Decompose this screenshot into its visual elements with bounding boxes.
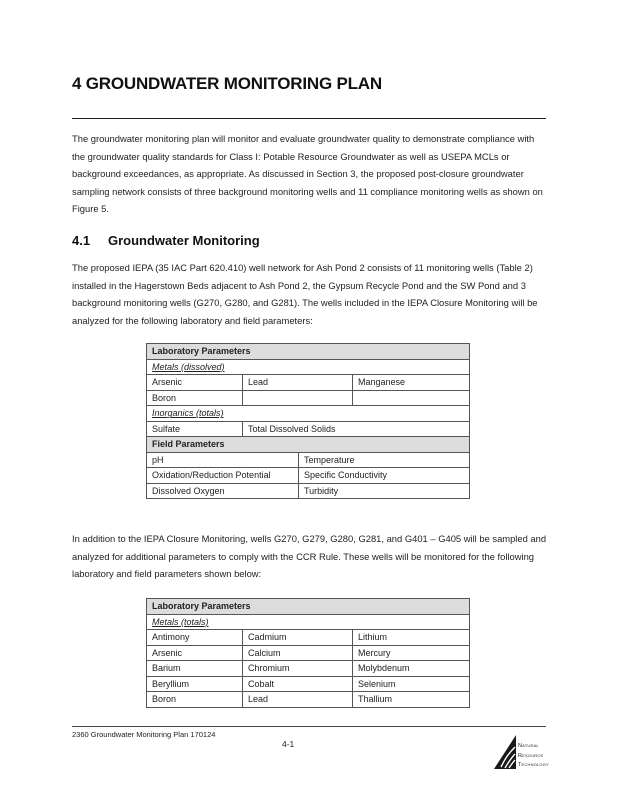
table-row — [147, 390, 470, 406]
table-row — [147, 614, 470, 630]
logo-line: Resource — [518, 752, 544, 759]
table-row — [147, 645, 470, 661]
intro-paragraph: The groundwater monitoring plan will monitor and evaluate groundwater quality to demonstrate compliance with the groundwater quality standards for Class I: Potable Resource Groundwater as well as USEPA MCLs or background exceedances, as appropriate. As discussed in Section 3, the proposed post-closure groundwater sampling network consists of three background monitoring wells and 11 compliance monitoring wells as shown on Figure 5. — [72, 133, 543, 214]
table-row — [147, 483, 470, 499]
table-cell: Sulfate — [147, 421, 243, 437]
table-cell: Mercury — [353, 645, 470, 661]
table-cell: Manganese — [353, 375, 470, 391]
table-row — [147, 692, 470, 708]
table-header-row — [147, 437, 470, 453]
company-logo-icon — [492, 733, 518, 773]
page-number: 4-1 — [282, 739, 295, 749]
table-cell: Beryllium — [147, 676, 243, 692]
table-cell: Molybdenum — [353, 661, 470, 677]
table-row — [147, 676, 470, 692]
table-cell: Lithium — [353, 630, 470, 646]
metals-subheader: Metals (totals) — [152, 616, 209, 627]
table-header-row — [147, 344, 470, 360]
table-cell: Oxidation/Reduction Potential — [147, 468, 299, 484]
footer-document-title: 2360 Groundwater Monitoring Plan 170124 — [72, 730, 216, 739]
table-row — [147, 468, 470, 484]
logo-line: Technology — [518, 762, 549, 768]
table-row — [147, 630, 470, 646]
table-cell: Temperature — [299, 452, 470, 468]
table-cell: Boron — [147, 692, 243, 708]
table-row — [147, 421, 470, 437]
section-number: 4.1 — [72, 233, 91, 248]
table-row — [147, 661, 470, 677]
company-logo-text — [518, 742, 549, 771]
page-title: 4 GROUNDWATER MONITORING PLAN — [72, 74, 382, 93]
table-cell: Antimony — [147, 630, 243, 646]
field-parameters-header: Field Parameters — [147, 437, 470, 453]
table-row — [147, 359, 470, 375]
table-cell: Calcium — [243, 645, 353, 661]
table-row — [147, 406, 470, 422]
logo-line: Natural — [518, 743, 539, 749]
table-cell: Specific Conductivity — [299, 468, 470, 484]
table-header-row — [147, 599, 470, 615]
table-row — [147, 452, 470, 468]
footer-divider — [72, 726, 546, 727]
closure-parameters-table — [146, 343, 470, 499]
table-cell: Total Dissolved Solids — [243, 421, 470, 437]
table-cell: Turbidity — [299, 483, 470, 499]
table-cell: Dissolved Oxygen — [147, 483, 299, 499]
table-cell: Arsenic — [147, 375, 243, 391]
table-cell — [243, 390, 353, 406]
table-cell: Cadmium — [243, 630, 353, 646]
lab-parameters-header: Laboratory Parameters — [147, 599, 470, 615]
table-cell: Lead — [243, 692, 353, 708]
section-heading — [72, 233, 260, 248]
lab-parameters-header: Laboratory Parameters — [147, 344, 470, 360]
table-cell: Chromium — [243, 661, 353, 677]
table-cell: Arsenic — [147, 645, 243, 661]
table-cell: Boron — [147, 390, 243, 406]
ccr-paragraph: In addition to the IEPA Closure Monitoring, wells G270, G279, G280, G281, and G401 – G405 will be sampled and analyzed for additional parameters to comply with the CCR Rule. These wells will be monitored for the following laboratory and field parameters shown below: — [72, 533, 547, 579]
inorganics-subheader: Inorganics (totals) — [152, 408, 224, 419]
metals-subheader: Metals (dissolved) — [152, 361, 225, 372]
section-paragraph: The proposed IEPA (35 IAC Part 620.410) well network for Ash Pond 2 consists of 11 monitoring wells (Table 2) installed in the Hagerstown Beds adjacent to Ash Pond 2, the Gypsum Recycle Pond and the SW Pond and 3 background monitoring wells (G270, G280, and G281). The wells included in the IEPA Closure Monitoring will be analyzed for the following laboratory and field parameters: — [72, 262, 538, 326]
table-cell: Selenium — [353, 676, 470, 692]
table-cell: pH — [147, 452, 299, 468]
table-cell: Lead — [243, 375, 353, 391]
ccr-parameters-table — [146, 598, 470, 708]
title-divider — [72, 118, 546, 119]
section-title: Groundwater Monitoring — [108, 233, 260, 248]
table-cell — [353, 390, 470, 406]
table-cell: Barium — [147, 661, 243, 677]
table-cell: Cobalt — [243, 676, 353, 692]
table-cell: Thallium — [353, 692, 470, 708]
table-row — [147, 375, 470, 391]
